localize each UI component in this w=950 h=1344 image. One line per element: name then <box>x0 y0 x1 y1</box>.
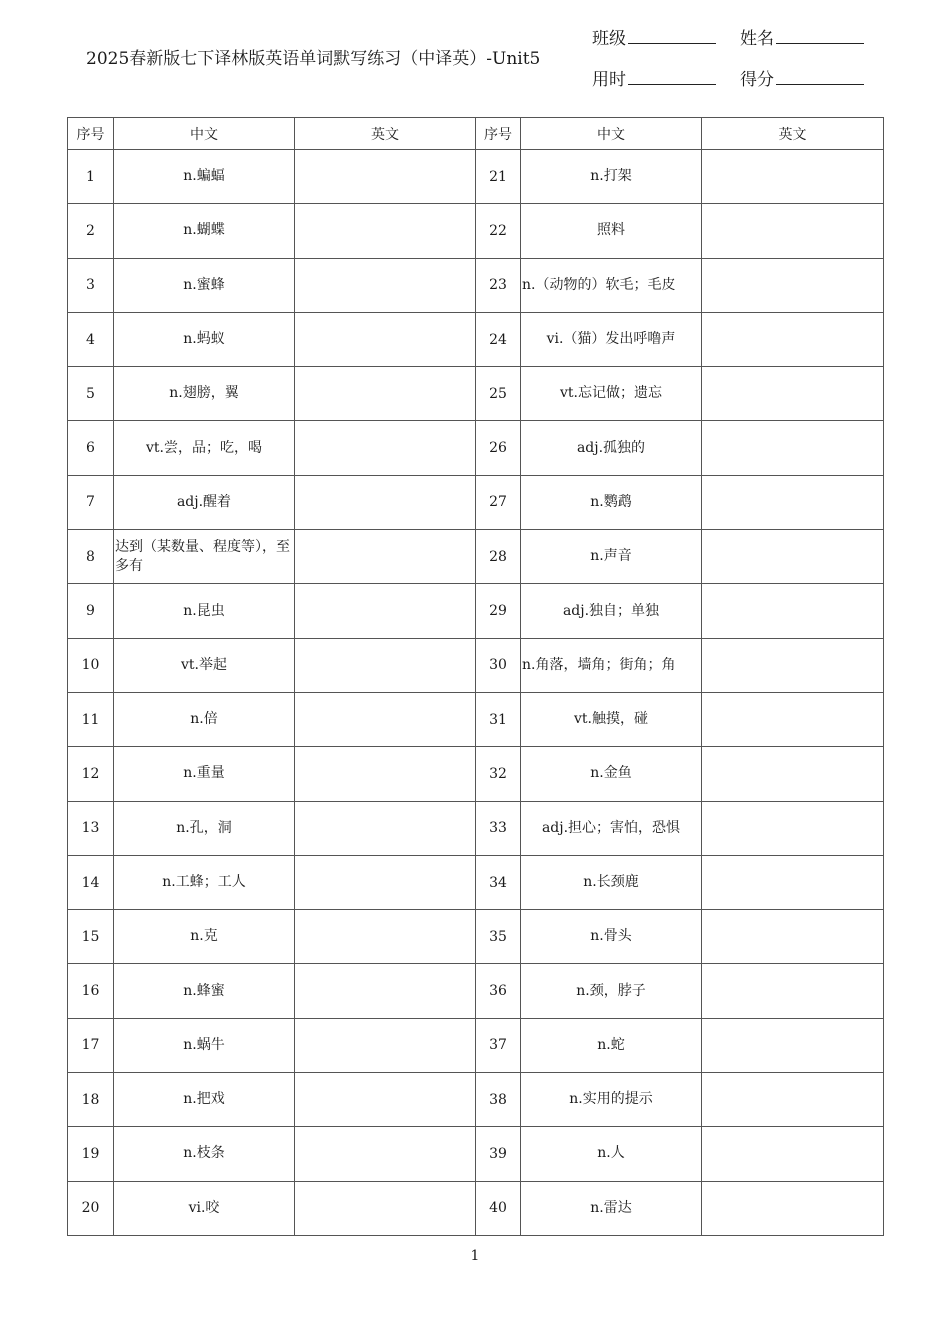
english-answer-cell[interactable] <box>295 530 476 584</box>
english-answer-cell[interactable] <box>702 855 884 909</box>
table-row <box>68 312 884 366</box>
english-answer-cell[interactable] <box>702 1181 884 1235</box>
row-number: 23 <box>476 258 521 312</box>
row-number: 36 <box>476 964 521 1018</box>
chinese-word: n.孔，洞 <box>114 801 295 855</box>
chinese-word: n.骨头 <box>521 910 702 964</box>
row-number: 11 <box>68 692 114 746</box>
chinese-word: n.长颈鹿 <box>521 855 702 909</box>
row-number: 40 <box>476 1181 521 1235</box>
vocabulary-table <box>67 117 884 1236</box>
header-no-left: 序号 <box>68 118 114 150</box>
row-number: 38 <box>476 1073 521 1127</box>
chinese-word: n.角落，墙角；街角；角 <box>521 638 702 692</box>
row-number: 34 <box>476 855 521 909</box>
table-row <box>68 150 884 204</box>
chinese-word: n.昆虫 <box>114 584 295 638</box>
chinese-word: n.克 <box>114 910 295 964</box>
english-answer-cell[interactable] <box>295 964 476 1018</box>
chinese-word: n.人 <box>521 1127 702 1181</box>
row-number: 3 <box>68 258 114 312</box>
page-number: 1 <box>470 1248 480 1264</box>
english-answer-cell[interactable] <box>295 584 476 638</box>
table-row <box>68 584 884 638</box>
row-number: 25 <box>476 367 521 421</box>
row-number: 19 <box>68 1127 114 1181</box>
table-row <box>68 421 884 475</box>
english-answer-cell[interactable] <box>702 367 884 421</box>
name-blank[interactable] <box>776 29 864 44</box>
row-number: 9 <box>68 584 114 638</box>
english-answer-cell[interactable] <box>702 1018 884 1072</box>
english-answer-cell[interactable] <box>702 150 884 204</box>
row-number: 5 <box>68 367 114 421</box>
chinese-word: adj.担心；害怕，恐惧 <box>521 801 702 855</box>
table-row <box>68 204 884 258</box>
row-number: 13 <box>68 801 114 855</box>
table-row <box>68 258 884 312</box>
english-answer-cell[interactable] <box>295 1181 476 1235</box>
chinese-word: n.金鱼 <box>521 747 702 801</box>
row-number: 21 <box>476 150 521 204</box>
chinese-word: n.蚂蚁 <box>114 312 295 366</box>
time-blank[interactable] <box>628 70 716 85</box>
row-number: 6 <box>68 421 114 475</box>
score-field[interactable] <box>740 65 864 90</box>
name-field[interactable] <box>740 24 864 49</box>
row-number: 30 <box>476 638 521 692</box>
chinese-word: n.声音 <box>521 530 702 584</box>
row-number: 10 <box>68 638 114 692</box>
english-answer-cell[interactable] <box>702 258 884 312</box>
chinese-word: n.（动物的）软毛；毛皮 <box>521 258 702 312</box>
chinese-word: n.打架 <box>521 150 702 204</box>
chinese-word: vt.举起 <box>114 638 295 692</box>
english-answer-cell[interactable] <box>702 1073 884 1127</box>
row-number: 28 <box>476 530 521 584</box>
row-number: 29 <box>476 584 521 638</box>
row-number: 33 <box>476 801 521 855</box>
english-answer-cell[interactable] <box>295 1127 476 1181</box>
row-number: 22 <box>476 204 521 258</box>
table-row <box>68 910 884 964</box>
english-answer-cell[interactable] <box>702 747 884 801</box>
chinese-word: 照料 <box>521 204 702 258</box>
score-blank[interactable] <box>776 70 864 85</box>
class-field[interactable] <box>592 24 716 49</box>
chinese-word: vi.咬 <box>114 1181 295 1235</box>
english-answer-cell[interactable] <box>702 584 884 638</box>
english-answer-cell[interactable] <box>295 910 476 964</box>
table-row <box>68 747 884 801</box>
row-number: 39 <box>476 1127 521 1181</box>
row-number: 26 <box>476 421 521 475</box>
english-answer-cell[interactable] <box>295 1018 476 1072</box>
header-no-right: 序号 <box>476 118 521 150</box>
header-english-right: 英文 <box>702 118 884 150</box>
row-number: 35 <box>476 910 521 964</box>
row-number: 17 <box>68 1018 114 1072</box>
worksheet-title: 2025春新版七下译林版英语单词默写练习（中译英）-Unit5 <box>86 49 541 69</box>
row-number: 16 <box>68 964 114 1018</box>
english-answer-cell[interactable] <box>295 475 476 529</box>
table-row <box>68 964 884 1018</box>
english-answer-cell[interactable] <box>295 258 476 312</box>
table-row <box>68 692 884 746</box>
table-row <box>68 1073 884 1127</box>
row-number: 27 <box>476 475 521 529</box>
chinese-word: n.颈，脖子 <box>521 964 702 1018</box>
table-row <box>68 638 884 692</box>
chinese-word: n.蝙蝠 <box>114 150 295 204</box>
english-answer-cell[interactable] <box>702 530 884 584</box>
chinese-word: n.蝴蝶 <box>114 204 295 258</box>
english-answer-cell[interactable] <box>702 312 884 366</box>
chinese-word: n.蛇 <box>521 1018 702 1072</box>
chinese-word: vi.（猫）发出呼噜声 <box>521 312 702 366</box>
row-number: 14 <box>68 855 114 909</box>
english-answer-cell[interactable] <box>295 421 476 475</box>
class-blank[interactable] <box>628 29 716 44</box>
chinese-word: n.倍 <box>114 692 295 746</box>
row-number: 8 <box>68 530 114 584</box>
english-answer-cell[interactable] <box>295 801 476 855</box>
row-number: 32 <box>476 747 521 801</box>
row-number: 4 <box>68 312 114 366</box>
english-answer-cell[interactable] <box>702 475 884 529</box>
row-number: 7 <box>68 475 114 529</box>
table-row <box>68 855 884 909</box>
english-answer-cell[interactable] <box>295 312 476 366</box>
row-number: 18 <box>68 1073 114 1127</box>
time-field[interactable] <box>592 65 716 90</box>
header-english-left: 英文 <box>295 118 476 150</box>
row-number: 1 <box>68 150 114 204</box>
chinese-word: adj.独自；单独 <box>521 584 702 638</box>
table-row <box>68 367 884 421</box>
english-answer-cell[interactable] <box>702 801 884 855</box>
english-answer-cell[interactable] <box>295 204 476 258</box>
chinese-word: n.重量 <box>114 747 295 801</box>
row-number: 12 <box>68 747 114 801</box>
table-row <box>68 1181 884 1235</box>
chinese-word: vt.忘记做；遗忘 <box>521 367 702 421</box>
chinese-word: 达到（某数量、程度等），至多有 <box>114 530 295 584</box>
class-label: 班级 <box>592 29 626 49</box>
chinese-word: n.蜜蜂 <box>114 258 295 312</box>
chinese-word: vt.尝，品；吃，喝 <box>114 421 295 475</box>
english-answer-cell[interactable] <box>295 692 476 746</box>
english-answer-cell[interactable] <box>702 638 884 692</box>
english-answer-cell[interactable] <box>702 910 884 964</box>
chinese-word: n.蜂蜜 <box>114 964 295 1018</box>
row-number: 37 <box>476 1018 521 1072</box>
name-label: 姓名 <box>740 29 774 49</box>
table-row <box>68 801 884 855</box>
row-number: 2 <box>68 204 114 258</box>
english-answer-cell[interactable] <box>295 855 476 909</box>
english-answer-cell[interactable] <box>702 1127 884 1181</box>
score-label: 得分 <box>740 70 774 90</box>
english-answer-cell[interactable] <box>295 638 476 692</box>
chinese-word: n.蜗牛 <box>114 1018 295 1072</box>
header-chinese-right: 中文 <box>521 118 702 150</box>
english-answer-cell[interactable] <box>702 421 884 475</box>
row-number: 24 <box>476 312 521 366</box>
english-answer-cell[interactable] <box>295 747 476 801</box>
time-label: 用时 <box>592 70 626 90</box>
english-answer-cell[interactable] <box>702 964 884 1018</box>
english-answer-cell[interactable] <box>295 150 476 204</box>
row-number: 20 <box>68 1181 114 1235</box>
table-row <box>68 530 884 584</box>
english-answer-cell[interactable] <box>702 692 884 746</box>
english-answer-cell[interactable] <box>702 204 884 258</box>
row-number: 15 <box>68 910 114 964</box>
chinese-word: n.雷达 <box>521 1181 702 1235</box>
table-row <box>68 1127 884 1181</box>
chinese-word: n.工蜂；工人 <box>114 855 295 909</box>
english-answer-cell[interactable] <box>295 1073 476 1127</box>
header-chinese-left: 中文 <box>114 118 295 150</box>
chinese-word: n.枝条 <box>114 1127 295 1181</box>
chinese-word: n.鹦鹉 <box>521 475 702 529</box>
chinese-word: vt.触摸，碰 <box>521 692 702 746</box>
table-header-row <box>68 118 884 150</box>
english-answer-cell[interactable] <box>295 367 476 421</box>
table-row <box>68 475 884 529</box>
chinese-word: n.翅膀，翼 <box>114 367 295 421</box>
chinese-word: adj.孤独的 <box>521 421 702 475</box>
table-row <box>68 1018 884 1072</box>
chinese-word: adj.醒着 <box>114 475 295 529</box>
row-number: 31 <box>476 692 521 746</box>
chinese-word: n.实用的提示 <box>521 1073 702 1127</box>
chinese-word: n.把戏 <box>114 1073 295 1127</box>
